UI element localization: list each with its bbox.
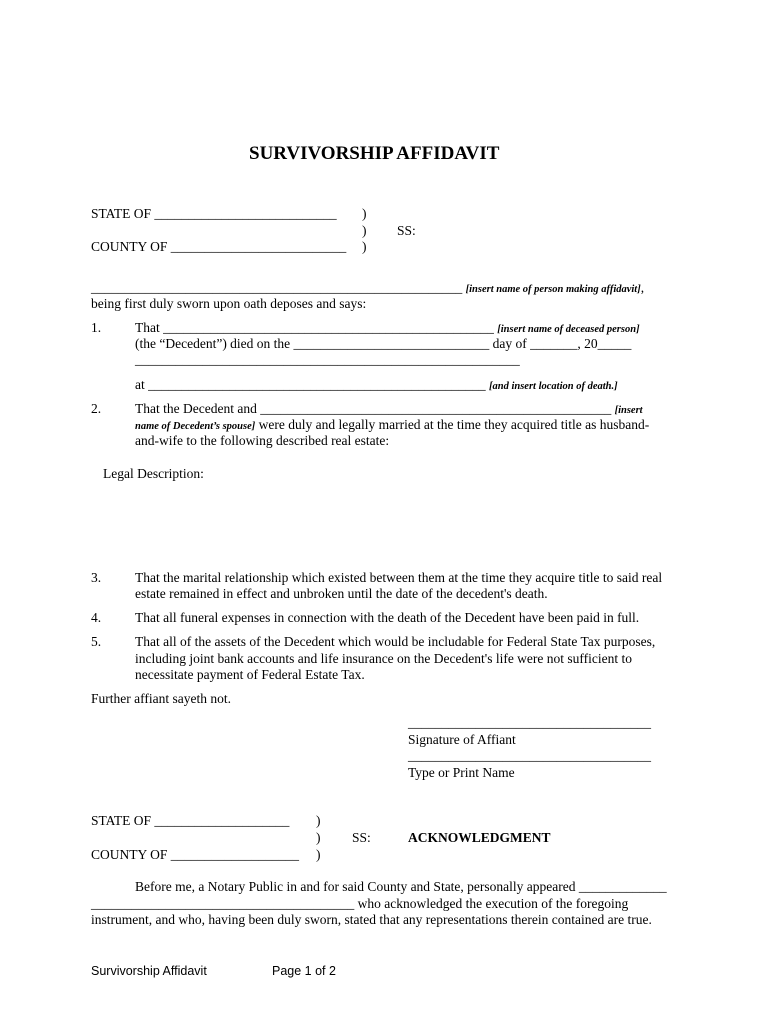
- marriage-text-cont: and-wife to the following described real estate:: [135, 433, 390, 448]
- death-location-rule: at __________________________________________________: [135, 377, 486, 392]
- venue-paren: ): [362, 239, 367, 254]
- acknowledgment-heading: ACKNOWLEDGMENT: [408, 830, 551, 845]
- print-name-rule: ____________________________________: [408, 748, 651, 763]
- footer-page-number: Page 1 of 2: [272, 964, 336, 978]
- signature-label: Signature of Affiant: [408, 732, 516, 747]
- decedent-name-rule: That _________________________________________________: [135, 320, 494, 335]
- print-name-label: Type or Print Name: [408, 765, 515, 780]
- death-location-instruction: [and insert location of death.]: [489, 381, 618, 392]
- affiant-name-instruction: [insert name of person making affidavit]: [465, 284, 641, 295]
- state-of-line: STATE OF ___________________________: [91, 206, 337, 221]
- venue-paren: ): [316, 813, 321, 828]
- affiant-comma: ,: [640, 280, 645, 295]
- sworn-statement: being first duly sworn upon oath deposes and says:: [91, 296, 367, 311]
- spouse-rule: That the Decedent and ____________________________________________________: [135, 401, 612, 416]
- venue-paren: ): [362, 206, 367, 221]
- insert-instruction: [insert: [614, 405, 643, 416]
- ack-text: instrument, and who, having been duly sworn, stated that any representations therein contained are true.: [91, 912, 652, 927]
- item-number: 1.: [91, 320, 102, 335]
- ack-text: _______________________________________ who acknowledged the execution of the foregoing: [91, 896, 629, 911]
- item-number: 4.: [91, 610, 102, 625]
- item-number: 5.: [91, 634, 102, 649]
- legal-description-label: Legal Description:: [103, 466, 204, 481]
- county-of-line: COUNTY OF __________________________: [91, 239, 347, 254]
- item4-text: That all funeral expenses in connection with the death of the Decedent have been paid in full.: [135, 610, 640, 625]
- ack-state-of-line: STATE OF ____________________: [91, 813, 290, 828]
- item5-text: That all of the assets of the Decedent which would be includable for Federal State Tax purposes,: [135, 634, 656, 649]
- blank-line: _________________________________________________________: [135, 352, 520, 367]
- signature-rule: ____________________________________: [408, 715, 651, 730]
- venue-paren: ): [316, 847, 321, 862]
- document-title: SURVIVORSHIP AFFIDAVIT: [249, 143, 500, 164]
- ack-ss-label: SS:: [352, 830, 371, 845]
- item3-text: That the marital relationship which existed between them at the time they acquire title to said real: [135, 570, 663, 585]
- ack-text: Before me, a Notary Public in and for said County and State, personally appeared _____________: [135, 879, 667, 894]
- item5-text: including joint bank accounts and life insurance on the Decedent's life were not sufficient to: [135, 651, 633, 666]
- ack-county-of-line: COUNTY OF ___________________: [91, 847, 300, 862]
- ss-label: SS:: [397, 223, 416, 238]
- death-date-line: (the “Decedent”) died on the _____________________________ day of _______, 20_____: [135, 336, 632, 351]
- death-location-line: [135, 377, 618, 395]
- marriage-text: were duly and legally married at the time they acquired title as husband-: [258, 417, 650, 432]
- footer-doc-name: Survivorship Affidavit: [91, 964, 207, 978]
- item-number: 2.: [91, 401, 102, 416]
- decedent-name-instruction: [insert name of deceased person]: [497, 324, 640, 335]
- item5-text: necessitate payment of Federal Estate Tax.: [135, 667, 365, 682]
- venue-paren: ): [316, 830, 321, 845]
- venue-paren: ): [362, 223, 367, 238]
- spouse-instruction: name of Decedent’s spouse]: [135, 421, 256, 432]
- item-number: 3.: [91, 570, 102, 585]
- affiant-name-rule: _______________________________________________________: [91, 280, 463, 295]
- further-affiant: Further affiant sayeth not.: [91, 691, 231, 706]
- item3-text: estate remained in effect and unbroken until the date of the decedent's death.: [135, 586, 548, 601]
